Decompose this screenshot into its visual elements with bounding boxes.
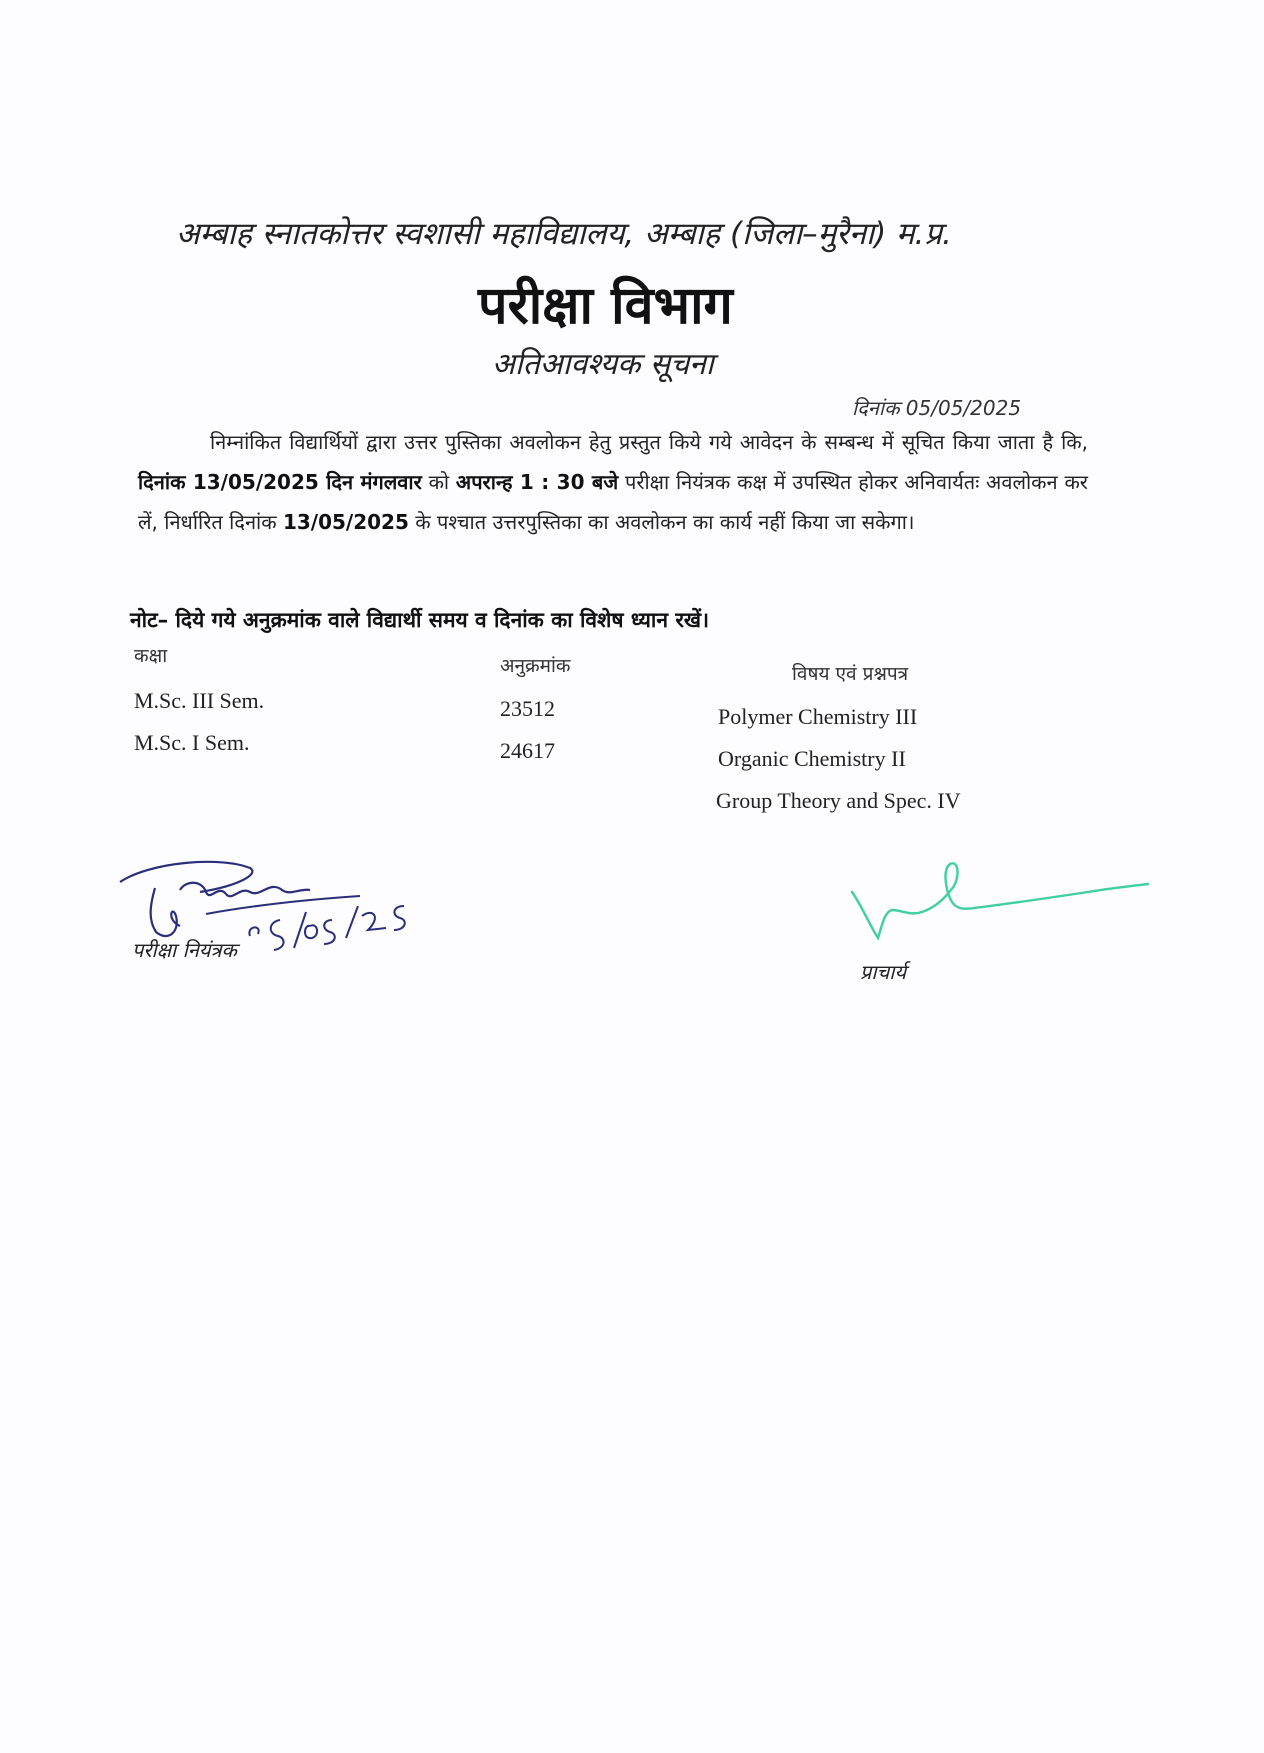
para-text-3: परीक्षा नियंत्रक कक्ष में उपस्थित होकर अनिवार्यतः अवलोकन कर लें, निर्धारित दिनांक: [138, 470, 1088, 534]
row2-class: M.Sc. I Sem.: [134, 730, 250, 755]
department-title: परीक्षा विभाग: [478, 276, 733, 336]
controller-label: परीक्षा नियंत्रक: [132, 938, 237, 962]
principal-label: प्राचार्य: [860, 960, 907, 984]
notice-type: अतिआवश्यक सूचना: [492, 347, 714, 382]
note-line: नोट– दिये गये अनुक्रमांक वाले विद्यार्थी समय व दिनांक का विशेष ध्यान रखें।: [130, 608, 710, 632]
row1-subject: Polymer Chemistry III: [718, 704, 918, 729]
college-name: अम्बाह स्नातकोत्तर स्वशासी महाविद्यालय, अम्बाह (जिला–मुरैना) म.प्र.: [176, 216, 952, 252]
row2-subject: Organic Chemistry II: [718, 746, 906, 771]
row1-class: M.Sc. III Sem.: [134, 688, 265, 713]
notice-date: दिनांक 05/05/2025: [852, 396, 1022, 420]
para-text-2: को: [421, 470, 456, 494]
principal-signature: [848, 856, 1148, 946]
para-bold-date: दिनांक 13/05/2025 दिन मंगलवार: [138, 470, 422, 494]
row3-subject: Group Theory and Spec. IV: [716, 788, 961, 813]
header-rollno: अनुक्रमांक: [500, 655, 571, 677]
row1-rollno: 23512: [500, 696, 555, 721]
para-text-4: के पश्चात उत्तरपुस्तिका का अवलोकन का कार्य नहीं किया जा सकेगा।: [408, 510, 915, 534]
row2-rollno: 24617: [500, 738, 555, 763]
para-bold-deadline: 13/05/2025: [282, 510, 409, 534]
para-text-1: निम्नांकित विद्यार्थियों द्वारा उत्तर पुस्तिका अवलोकन हेतु प्रस्तुत किये गये आवेदन के सम्बन्ध में सूचित किया जाता है कि,: [210, 430, 1088, 454]
notice-paragraph: [138, 422, 1088, 542]
header-class: कक्षा: [134, 645, 168, 667]
para-bold-time: अपरान्ह 1 : 30 बजे: [455, 470, 619, 494]
header-subject: विषय एवं प्रश्नपत्र: [792, 663, 909, 685]
